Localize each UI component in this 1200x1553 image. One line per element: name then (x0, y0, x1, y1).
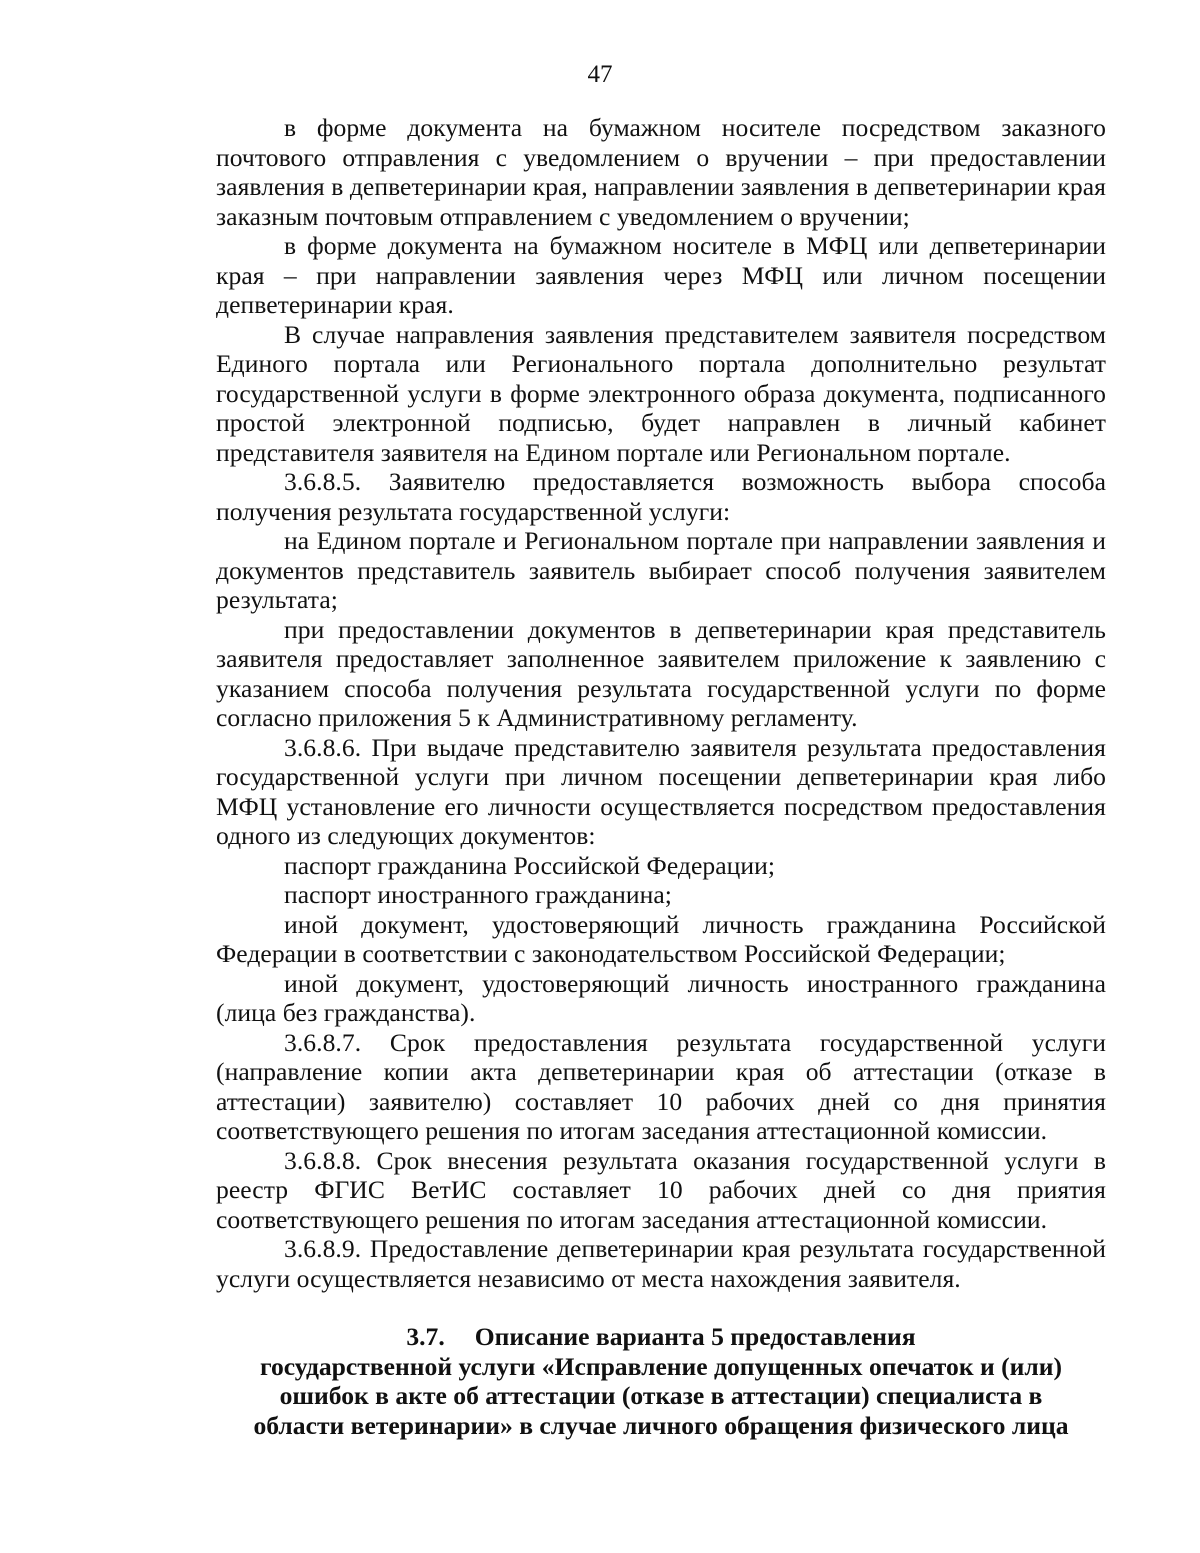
page-number: 47 (587, 61, 613, 88)
list-item-other-foreign-id: иной документ, удостоверяющий личность иностранного гражданина (лица без гражданства). (216, 968, 1106, 1027)
paragraph-3-6-8-9: 3.6.8.9. Предоставление депветеринарии края результата государственной услуги осуществляется независимо от места нахождения заявителя. (216, 1234, 1106, 1293)
paragraph-delivery-by-mail: в форме документа на бумажном носителе посредством заказного почтового отправления с уведомлением о вручении – при предоставлении заявления в депветеринарии края, направлении заявления в депветеринарии края заказным почтовым отправлением с уведомлением о вручении; (216, 113, 1106, 231)
list-item-foreign-passport: паспорт иностранного гражданина; (284, 880, 672, 909)
section-heading-line-1 (216, 1322, 1106, 1352)
paragraph-delivery-in-person: в форме документа на бумажном носителе в МФЦ или депветеринарии края – при направлении заявления через МФЦ или личном посещении депветеринарии края. (216, 231, 1106, 319)
paragraph-3-6-8-8: 3.6.8.8. Срок внесения результата оказания государственной услуги в реестр ФГИС ВетИС составляет 10 рабочих дней со дня приятия соответствующего решения по итогам заседания аттестационной комиссии. (216, 1145, 1106, 1234)
paragraph-3-6-8-5: 3.6.8.5. Заявителю предоставляется возможность выбора способа получения результата государственной услуги: (216, 467, 1106, 526)
list-item-other-russian-id: иной документ, удостоверяющий личность гражданина Российской Федерации в соответствии с законодательством Российской Федерации; (216, 909, 1106, 968)
paragraph-portal-choice: на Едином портале и Региональном портале при направлении заявления и документов представитель заявитель выбирает способ получения заявителем результата; (216, 526, 1106, 614)
paragraph-paper-choice: при предоставлении документов в депветеринарии края представитель заявителя предоставляет заполненное заявителем приложение к заявлению с указанием способа получения результата государственной услуги по форме согласно приложения 5 к Административному регламенту. (216, 614, 1106, 732)
section-heading-line-2: государственной услуги «Исправление допущенных опечаток и (или) (259, 1351, 1063, 1381)
paragraph-representative-portal: В случае направления заявления представителем заявителя посредством Единого портала или Регионального портала дополнительно результат государственной услуги в форме электронного образа документа, подписанного простой электронной подписью, будет направлен в личный кабинет представителя заявителя на Едином портале или Региональном портале. (216, 319, 1106, 467)
section-title-start: Описание варианта 5 предоставления (474, 1322, 916, 1351)
document-body (216, 113, 1106, 1293)
paragraph-3-6-8-6: 3.6.8.6. При выдаче представителю заявителя результата предоставления государственной услуги при личном посещении депветеринарии края либо МФЦ установление его личности осуществляется посредством предоставления одного из следующих документов: (216, 732, 1106, 850)
list-item-russian-passport: паспорт гражданина Российской Федерации; (284, 850, 776, 880)
section-number: 3.7. (406, 1322, 445, 1351)
section-heading-line-3: ошибок в акте об аттестации (отказе в аттестации) специалиста в (279, 1381, 1043, 1410)
section-heading-line-4: области ветеринарии» в случае личного обращения физического лица (253, 1410, 1069, 1440)
paragraph-3-6-8-7: 3.6.8.7. Срок предоставления результата государственной услуги (направление копии акта депветеринарии края об аттестации (отказе в аттестации) заявителю) составляет 10 рабочих дней со дня принятия соответствующего решения по итогам заседания аттестационной комиссии. (216, 1027, 1106, 1145)
section-heading-3-7 (216, 1322, 1106, 1440)
